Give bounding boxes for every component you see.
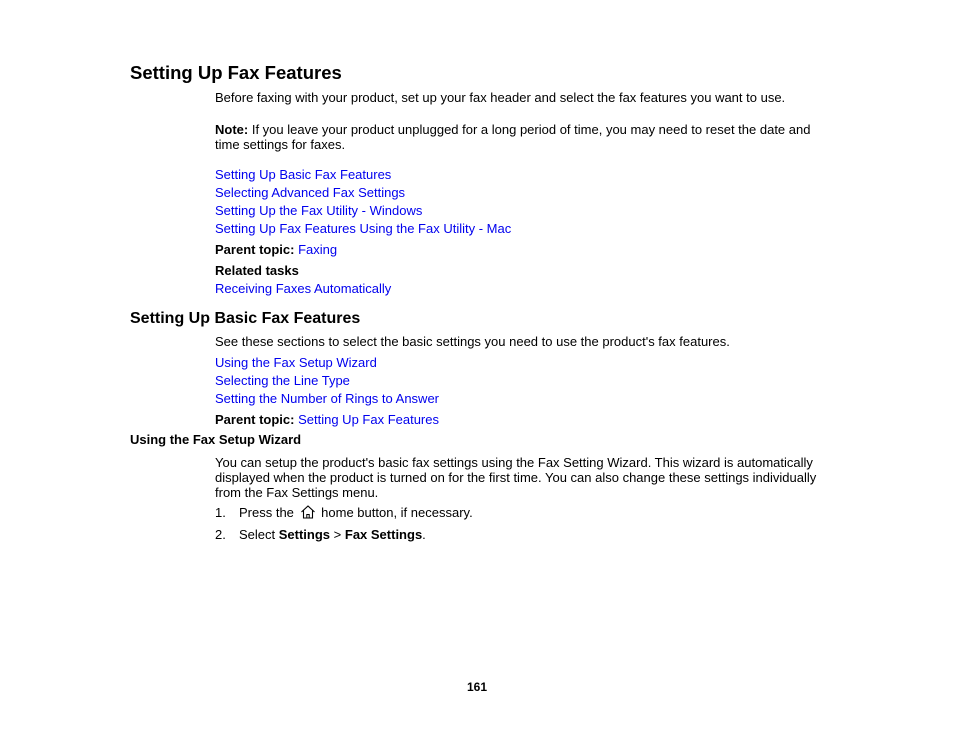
topic-link-mac[interactable]: [215, 221, 511, 236]
link-fax-utility-windows[interactable]: Setting Up the Fax Utility - Windows: [215, 203, 423, 218]
step-2-separator: >: [330, 527, 345, 542]
link-selecting-advanced-fax-settings[interactable]: Selecting Advanced Fax Settings: [215, 185, 406, 200]
basic-link-rings[interactable]: [215, 391, 439, 406]
note-paragraph: [215, 122, 830, 152]
home-icon: [300, 505, 316, 519]
step-1-text: [239, 505, 473, 520]
note-text: If you leave your product unplugged for a long period of time, you may need to reset the date and time settings for faxes.: [215, 122, 811, 152]
link-setting-up-basic-fax-features[interactable]: Setting Up Basic Fax Features: [215, 167, 392, 182]
note-label: Note:: [215, 122, 249, 137]
step-2-fax-settings: Fax Settings: [344, 527, 423, 542]
page-number: 161: [466, 680, 488, 694]
link-setting-up-fax-features[interactable]: Setting Up Fax Features: [298, 412, 439, 427]
basic-intro-text: See these sections to select the basic settings you need to use the product's fax features.: [215, 334, 730, 349]
basic-parent-topic-label: Parent topic:: [215, 412, 295, 427]
topic-link-advanced[interactable]: [215, 185, 405, 200]
step-2-end: .: [422, 527, 426, 542]
section-title-basic: Setting Up Basic Fax Features: [130, 310, 361, 327]
parent-topic: [215, 242, 337, 257]
link-selecting-line-type[interactable]: Selecting the Line Type: [215, 373, 350, 388]
step-2-number: 2.: [215, 527, 226, 542]
step-2-before: Select: [239, 527, 279, 542]
link-fax-utility-mac[interactable]: Setting Up Fax Features Using the Fax Utility - Mac: [215, 221, 512, 236]
wizard-body-text: You can setup the product's basic fax settings using the Fax Setting Wizard. This wizard is automatically displayed when the product is turned on for the first time. You can also change these settings individually from the Fax Settings menu.: [215, 455, 817, 500]
basic-parent-topic: [215, 412, 439, 427]
topic-link-windows[interactable]: [215, 203, 422, 218]
intro-text: Before faxing with your product, set up your fax header and select the fax features you want to use.: [215, 90, 786, 105]
step-1-number: 1.: [215, 505, 226, 520]
step-2-text: [239, 527, 426, 542]
link-receiving-faxes-automatically[interactable]: Receiving Faxes Automatically: [215, 281, 392, 296]
basic-link-line-type[interactable]: [215, 373, 350, 388]
subsection-title-wizard: Using the Fax Setup Wizard: [130, 432, 302, 447]
related-tasks-label: Related tasks: [215, 263, 299, 278]
basic-link-wizard[interactable]: [215, 355, 377, 370]
step-2-settings: Settings: [278, 527, 331, 542]
step-1-after: home button, if necessary.: [321, 505, 473, 520]
link-faxing[interactable]: Faxing: [298, 242, 338, 257]
page-title: Setting Up Fax Features: [130, 62, 342, 83]
link-number-of-rings[interactable]: Setting the Number of Rings to Answer: [215, 391, 440, 406]
topic-link-basic[interactable]: [215, 167, 391, 182]
parent-topic-label: Parent topic:: [215, 242, 295, 257]
step-1-before: Press the: [239, 505, 294, 520]
related-task-link[interactable]: [215, 281, 391, 296]
link-using-fax-setup-wizard[interactable]: Using the Fax Setup Wizard: [215, 355, 377, 370]
